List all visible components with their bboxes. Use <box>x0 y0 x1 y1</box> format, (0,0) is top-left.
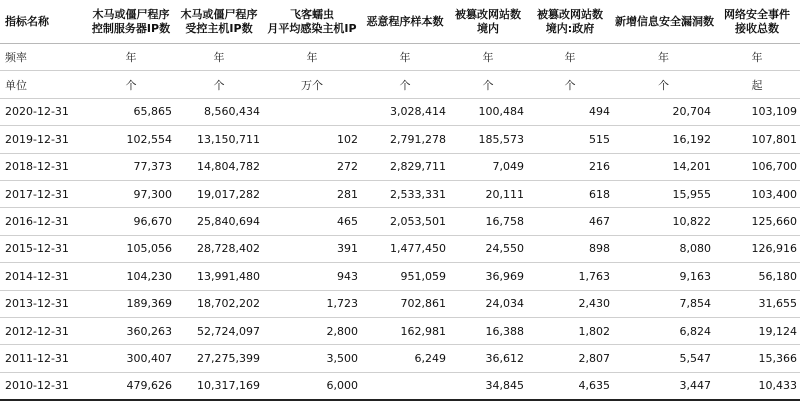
table-cell: 2,807 <box>527 345 613 372</box>
table-cell: 104,230 <box>87 263 175 290</box>
row-label: 2010-12-31 <box>0 372 87 400</box>
table-body <box>0 44 800 401</box>
column-header <box>613 0 714 44</box>
table-cell: 2,791,278 <box>361 126 449 153</box>
table-cell: 1,723 <box>263 290 361 317</box>
table-row <box>0 98 800 125</box>
table-cell: 15,955 <box>613 180 714 207</box>
table-cell: 20,704 <box>613 98 714 125</box>
table-cell: 5,547 <box>613 345 714 372</box>
column-header-line: 月平均感染主机IP <box>267 21 357 35</box>
table-cell: 52,724,097 <box>175 317 263 344</box>
table-cell: 年 <box>263 44 361 71</box>
frequency-row <box>0 44 800 71</box>
table-cell: 起 <box>714 71 800 98</box>
table-cell: 36,969 <box>449 263 527 290</box>
table-cell: 465 <box>263 208 361 235</box>
table-cell: 103,400 <box>714 180 800 207</box>
column-header <box>263 0 361 44</box>
table-cell: 15,366 <box>714 345 800 372</box>
table-cell: 2,829,711 <box>361 153 449 180</box>
column-header-line: 指标名称 <box>5 14 49 28</box>
table-cell: 25,840,694 <box>175 208 263 235</box>
table-cell: 479,626 <box>87 372 175 400</box>
table-cell: 10,317,169 <box>175 372 263 400</box>
table-cell: 102 <box>263 126 361 153</box>
table-cell: 年 <box>361 44 449 71</box>
table-cell: 个 <box>613 71 714 98</box>
column-header-line: 木马或僵尸程序 <box>180 7 258 21</box>
table-row <box>0 263 800 290</box>
table-cell: 36,612 <box>449 345 527 372</box>
table-cell: 702,861 <box>361 290 449 317</box>
table-cell: 年 <box>714 44 800 71</box>
row-label: 2015-12-31 <box>0 235 87 262</box>
row-label: 2019-12-31 <box>0 126 87 153</box>
table-cell: 2,053,501 <box>361 208 449 235</box>
table-cell: 19,124 <box>714 317 800 344</box>
table-cell: 年 <box>527 44 613 71</box>
table-cell: 3,447 <box>613 372 714 400</box>
table-cell: 16,388 <box>449 317 527 344</box>
table-cell: 1,477,450 <box>361 235 449 262</box>
table-cell: 216 <box>527 153 613 180</box>
table-cell: 3,500 <box>263 345 361 372</box>
table-cell: 125,660 <box>714 208 800 235</box>
column-header-line: 被篡改网站数 <box>455 7 521 21</box>
table-cell: 34,845 <box>449 372 527 400</box>
table-cell: 个 <box>87 71 175 98</box>
column-header-line: 被篡改网站数 <box>537 7 603 21</box>
table-cell: 7,854 <box>613 290 714 317</box>
table-cell: 100,484 <box>449 98 527 125</box>
column-header <box>714 0 800 44</box>
table-cell: 6,249 <box>361 345 449 372</box>
column-header-line: 境内:政府 <box>545 21 595 35</box>
table-row <box>0 126 800 153</box>
table-cell: 14,201 <box>613 153 714 180</box>
column-header <box>527 0 613 44</box>
table-cell: 年 <box>175 44 263 71</box>
row-label: 2020-12-31 <box>0 98 87 125</box>
table-cell: 898 <box>527 235 613 262</box>
table-cell: 106,700 <box>714 153 800 180</box>
table-cell: 56,180 <box>714 263 800 290</box>
table-cell: 102,554 <box>87 126 175 153</box>
table-cell: 107,801 <box>714 126 800 153</box>
row-label: 2011-12-31 <box>0 345 87 372</box>
table-cell: 24,550 <box>449 235 527 262</box>
column-header-line: 恶意程序样本数 <box>366 14 444 28</box>
row-label: 2012-12-31 <box>0 317 87 344</box>
table-row <box>0 235 800 262</box>
column-header <box>449 0 527 44</box>
table-row <box>0 290 800 317</box>
table-cell: 万个 <box>263 71 361 98</box>
table-cell: 7,049 <box>449 153 527 180</box>
table-row <box>0 345 800 372</box>
table-cell: 10,822 <box>613 208 714 235</box>
table-cell: 27,275,399 <box>175 345 263 372</box>
column-header <box>175 0 263 44</box>
column-header-line: 控制服务器IP数 <box>91 21 171 35</box>
table-cell: 96,670 <box>87 208 175 235</box>
column-header <box>361 0 449 44</box>
table-cell: 105,056 <box>87 235 175 262</box>
table-cell: 126,916 <box>714 235 800 262</box>
table-cell: 1,802 <box>527 317 613 344</box>
table-cell <box>361 372 449 400</box>
table-cell: 13,150,711 <box>175 126 263 153</box>
table-cell: 360,263 <box>87 317 175 344</box>
table-row <box>0 153 800 180</box>
table-cell: 19,017,282 <box>175 180 263 207</box>
table-cell: 951,059 <box>361 263 449 290</box>
table-cell: 1,763 <box>527 263 613 290</box>
table-cell: 300,407 <box>87 345 175 372</box>
table-cell: 272 <box>263 153 361 180</box>
header-row <box>0 0 800 44</box>
column-header-line: 飞客蠕虫 <box>290 7 334 21</box>
row-label: 2018-12-31 <box>0 153 87 180</box>
row-label: 2014-12-31 <box>0 263 87 290</box>
column-header-line: 木马或僵尸程序 <box>92 7 170 21</box>
column-header <box>87 0 175 44</box>
table-cell: 个 <box>527 71 613 98</box>
table-cell: 162,981 <box>361 317 449 344</box>
table-cell: 6,000 <box>263 372 361 400</box>
table-cell: 9,163 <box>613 263 714 290</box>
column-header-line: 受控主机IP数 <box>185 21 253 35</box>
table-cell: 3,028,414 <box>361 98 449 125</box>
table-cell: 31,655 <box>714 290 800 317</box>
table-cell: 515 <box>527 126 613 153</box>
row-label: 频率 <box>0 44 87 71</box>
table-cell: 20,111 <box>449 180 527 207</box>
table-cell: 14,804,782 <box>175 153 263 180</box>
table-cell: 2,800 <box>263 317 361 344</box>
row-label: 单位 <box>0 71 87 98</box>
table-cell: 189,369 <box>87 290 175 317</box>
table-cell: 24,034 <box>449 290 527 317</box>
table-cell: 281 <box>263 180 361 207</box>
unit-row <box>0 71 800 98</box>
table-cell: 个 <box>361 71 449 98</box>
row-label: 2017-12-31 <box>0 180 87 207</box>
table-row <box>0 208 800 235</box>
row-label: 2013-12-31 <box>0 290 87 317</box>
table-cell: 4,635 <box>527 372 613 400</box>
table-cell: 13,991,480 <box>175 263 263 290</box>
table-cell: 618 <box>527 180 613 207</box>
table-row <box>0 180 800 207</box>
table-cell: 16,192 <box>613 126 714 153</box>
column-header-line: 接收总数 <box>735 21 779 35</box>
table-cell: 年 <box>449 44 527 71</box>
table-cell: 77,373 <box>87 153 175 180</box>
table-cell: 6,824 <box>613 317 714 344</box>
table-cell: 943 <box>263 263 361 290</box>
table-cell: 10,433 <box>714 372 800 400</box>
table-cell: 65,865 <box>87 98 175 125</box>
table-cell: 8,560,434 <box>175 98 263 125</box>
table-cell <box>263 98 361 125</box>
table-cell: 个 <box>449 71 527 98</box>
column-header-line: 境内 <box>477 21 499 35</box>
table-cell: 8,080 <box>613 235 714 262</box>
table-cell: 年 <box>613 44 714 71</box>
table-cell: 18,702,202 <box>175 290 263 317</box>
table-row <box>0 317 800 344</box>
table-cell: 2,430 <box>527 290 613 317</box>
table-cell: 16,758 <box>449 208 527 235</box>
table-cell: 2,533,331 <box>361 180 449 207</box>
table-cell: 391 <box>263 235 361 262</box>
table-cell: 185,573 <box>449 126 527 153</box>
table-cell: 个 <box>175 71 263 98</box>
table-cell: 103,109 <box>714 98 800 125</box>
column-header-line: 网络安全事件 <box>724 7 790 21</box>
column-header-line: 新增信息安全漏洞数 <box>615 14 714 28</box>
table-cell: 28,728,402 <box>175 235 263 262</box>
row-label: 2016-12-31 <box>0 208 87 235</box>
table-cell: 97,300 <box>87 180 175 207</box>
table-cell: 494 <box>527 98 613 125</box>
table-cell: 年 <box>87 44 175 71</box>
header-indicator-name <box>0 0 87 44</box>
table-cell: 467 <box>527 208 613 235</box>
table-row <box>0 372 800 400</box>
